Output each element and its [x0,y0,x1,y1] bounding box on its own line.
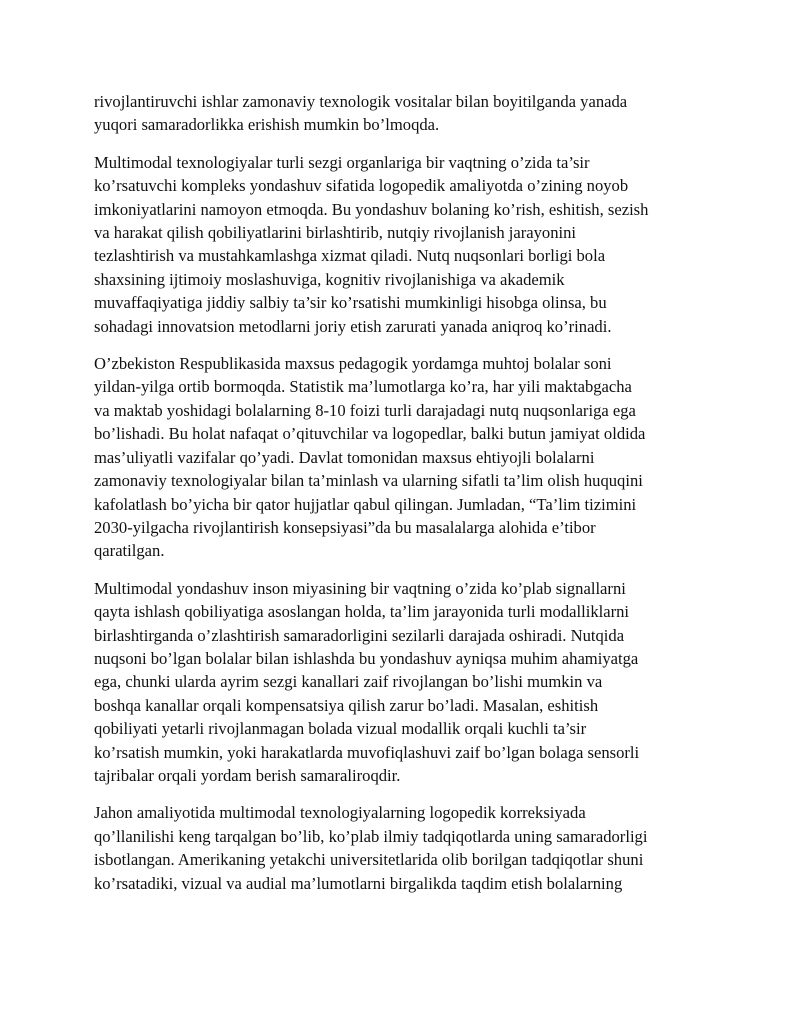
text-line: qayta ishlash qobiliyatiga asoslangan holda, ta’lim jarayonida turli modalliklarni [94,602,630,622]
text-line: ko’rsatuvchi kompleks yondashuv sifatida logopedik amaliyotda o’zining noyob [94,176,629,196]
text-line: boshqa kanallar orqali kompensatsiya qilish zarur bo’ladi. Masalan, eshitish [94,695,599,715]
paragraph-4 [94,577,716,788]
text-line: Jahon amaliyotida multimodal texnologiyalarning logopedik korreksiyada [94,803,586,823]
text-line: muvaffaqiyatiga jiddiy salbiy ta’sir ko’rsatishi mumkinligi hisobga olinsa, bu [94,293,607,313]
text-line: shaxsining ijtimoiy moslashuviga, kognitiv rivojlanishiga va akademik [94,269,565,289]
text-line: sohadagi innovatsion metodlarni joriy etish zarurati yanada aniqroq ko’rinadi. [94,316,612,336]
text-line: qobiliyati yetarli rivojlanmagan bolada vizual modallik orqali kuchli ta’sir [94,719,587,739]
text-line: nuqsoni bo’lgan bolalar bilan ishlashda bu yondashuv ayniqsa muhim ahamiyatga [94,648,639,668]
text-line: Multimodal yondashuv inson miyasining bir vaqtning o’zida ko’plab signallarni [94,578,626,598]
text-line: bo’lishadi. Bu holat nafaqat o’qituvchilar va logopedlar, balki butun jamiyat oldida [94,424,646,444]
text-line: birlashtirganda o’zlashtirish samaradorligini sezilarli darajada oshiradi. Nutqida [94,625,625,645]
text-line: rivojlantiruvchi ishlar zamonaviy texnologik vositalar bilan boyitilganda yanada [94,92,628,111]
text-line: yuqori samaradorlikka erishish mumkin bo’lmoqda. [94,115,440,135]
text-line: isbotlangan. Amerikaning yetakchi universitetlarida olib borilgan tadqiqotlar shuni [94,850,644,870]
text-line: va maktab yoshidagi bolalarning 8-10 foizi turli darajadagi nutq nuqsonlariga ega [94,400,636,420]
text-line: ko’rsatadiki, vizual va audial ma’lumotlarni birgalikda taqdim etish bolalarning [94,873,623,893]
paragraph-1 [94,90,716,137]
text-line: Multimodal texnologiyalar turli sezgi organlariga bir vaqtning o’zida ta’sir [94,152,590,172]
text-line: 2030-yilgacha rivojlantirish konsepsiyasi”da bu masalalarga alohida e’tibor [94,517,596,537]
text-line: zamonaviy texnologiyalar bilan ta’minlash va ularning sifatli ta’lim olish huquqini [94,471,643,491]
paragraph-3 [94,352,716,563]
text-line: tajribalar orqali yordam berish samaraliroqdir. [94,765,401,785]
text-line: imkoniyatlarini namoyon etmoqda. Bu yondashuv bolaning ko’rish, eshitish, sezish [94,199,649,219]
paragraph-2 [94,151,716,338]
text-line: mas’uliyatli vazifalar qo’yadi. Davlat tomonidan maxsus ehtiyojli bolalarni [94,447,595,467]
text-line: qo’llanilishi keng tarqalgan bo’lib, ko’plab ilmiy tadqiqotlarda uning samaradorligi [94,826,648,846]
paragraph-5 [94,801,716,895]
text-line: O’zbekiston Respublikasida maxsus pedagogik yordamga muhtoj bolalar soni [94,354,612,374]
document-page [94,90,716,909]
text-line: kafolatlash bo’yicha bir qator hujjatlar qabul qilingan. Jumladan, “Ta’lim tizimini [94,494,637,514]
text-line: ega, chunki ularda ayrim sezgi kanallari zaif rivojlangan bo’lishi mumkin va [94,672,603,692]
text-line: qaratilgan. [94,541,165,561]
text-line: yildan-yilga ortib bormoqda. Statistik ma’lumotlarga ko’ra, har yili maktabgacha [94,377,632,397]
text-line: tezlashtirish va mustahkamlashga xizmat qiladi. Nutq nuqsonlari borligi bola [94,246,606,266]
text-line: va harakat qilish qobiliyatlarini birlashtirib, nutqiy rivojlanish jarayonini [94,223,577,243]
text-line: ko’rsatish mumkin, yoki harakatlarda muvofiqlashuvi zaif bo’lgan bolaga sensorli [94,742,640,762]
